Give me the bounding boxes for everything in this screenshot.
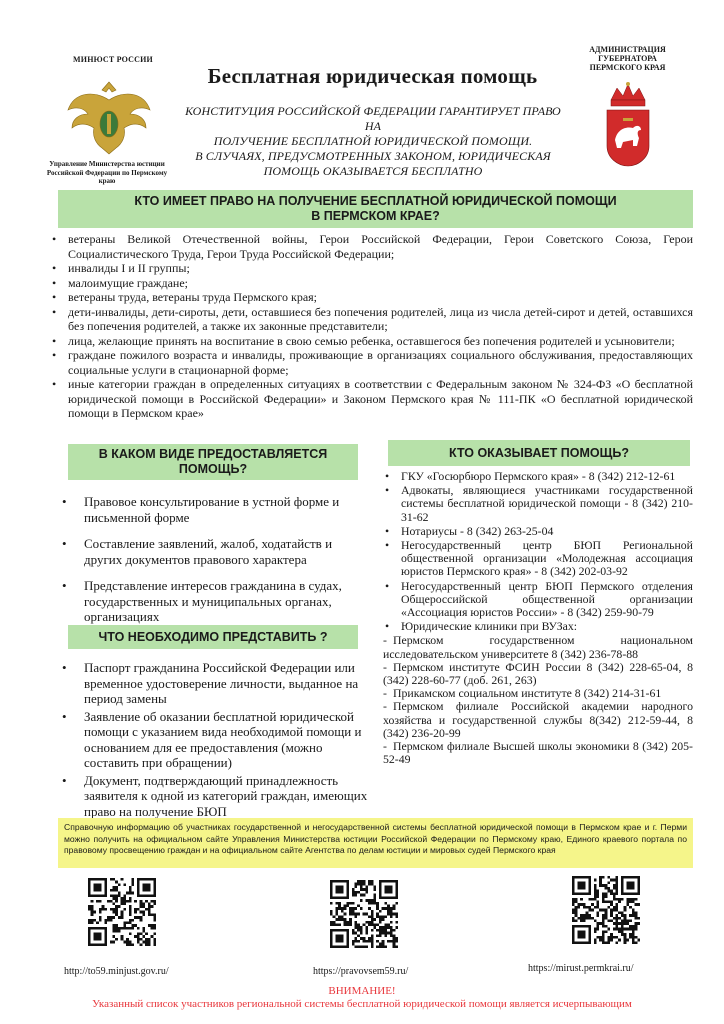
who-helps-list bbox=[383, 470, 693, 633]
minjust-label: МИНЮСТ РОССИИ bbox=[73, 55, 153, 64]
list-item bbox=[50, 348, 693, 377]
bullet-icon: • bbox=[385, 523, 390, 538]
who-helps-section bbox=[383, 470, 693, 766]
item-text: Представление интересов гражданина в судах, государственных и муниципальных органах, организациях bbox=[84, 578, 342, 624]
item-text: ГКУ «Госюрбюро Пермского края» - 8 (342) 212-12-61 bbox=[401, 469, 676, 483]
constitution-line: КОНСТИТУЦИЯ РОССИЙСКОЙ ФЕДЕРАЦИИ ГАРАНТИРУЕТ ПРАВО НА bbox=[185, 104, 561, 133]
item-text: граждане пожилого возраста и инвалиды, проживающие в организациях социального обслуживания, предоставляющих социальные услуги в стационарной форме; bbox=[68, 348, 693, 377]
heading-line: КТО ИМЕЕТ ПРАВО НА ПОЛУЧЕНИЕ БЕСПЛАТНОЙ ЮРИДИЧЕСКОЙ ПОМОЩИ bbox=[134, 194, 617, 208]
link-mirust[interactable]: https://mirust.permkrai.ru/ bbox=[528, 963, 634, 974]
constitution-line: ПОМОЩЬ ОКАЗЫВАЕТСЯ БЕСПЛАТНО bbox=[263, 164, 483, 178]
bullet-icon: • bbox=[385, 578, 390, 593]
list-item bbox=[383, 539, 693, 579]
list-item bbox=[50, 334, 693, 349]
bullet-icon: • bbox=[62, 494, 67, 509]
bullet-icon: • bbox=[52, 290, 57, 304]
bullet-icon: • bbox=[385, 538, 390, 553]
list-item bbox=[383, 525, 693, 538]
constitution-line: В СЛУЧАЯХ, ПРЕДУСМОТРЕННЫХ ЗАКОНОМ, ЮРИДИЧЕСКАЯ bbox=[195, 149, 551, 163]
item-text: Нотариусы - 8 (342) 263-25-04 bbox=[401, 523, 554, 538]
list-item bbox=[383, 470, 693, 483]
list-item bbox=[60, 709, 370, 771]
item-text: лица, желающие принять на воспитание в свою семью ребенка, оставшегося без попечения родителей и усыновители; bbox=[68, 333, 675, 348]
bullet-icon: • bbox=[62, 772, 67, 788]
qr-code-icon bbox=[330, 880, 398, 948]
item-text: инвалиды I и II группы; bbox=[68, 261, 190, 275]
list-item bbox=[60, 578, 360, 625]
bullet-icon: • bbox=[52, 333, 57, 348]
item-text: Пермском филиале Высшей школы экономики 8 (342) 205-52-49 bbox=[383, 739, 693, 767]
list-item bbox=[383, 580, 693, 620]
heading-line: В КАКОМ ВИДЕ ПРЕДОСТАВЛЯЕТСЯ bbox=[98, 447, 328, 461]
bullet-icon: • bbox=[52, 348, 57, 362]
dash-icon: - bbox=[383, 739, 387, 754]
dash-icon: - bbox=[383, 659, 387, 674]
item-text: ветераны Великой Отечественной войны, Герои Российской Федерации, Герои Советского Союза, Герои Социалистического Труда, Герои Труда Российской Федерации; bbox=[68, 232, 693, 261]
item-text: Документ, подтверждающий принадлежность заявителя к одной из категорий граждан, имеющих право на получение БЮП bbox=[84, 772, 368, 819]
bullet-icon: • bbox=[385, 619, 390, 634]
item-text: Пермском государственном национальном исследовательском университете 8 (342) 236-78-88 bbox=[383, 633, 693, 661]
warning-title: ВНИМАНИЕ! bbox=[328, 985, 396, 997]
item-text: Правовое консультирование в устной форме и письменной форме bbox=[84, 494, 340, 525]
item-text: ветераны труда, ветераны труда Пермского края; bbox=[68, 290, 318, 304]
item-text: Паспорт гражданина Российской Федерации или временное удостоверение личности, выданное на период замены bbox=[84, 660, 359, 706]
who-entitled-heading bbox=[58, 190, 693, 228]
item-text: Прикамском социальном институте 8 (342) 214-31-61 bbox=[393, 686, 662, 701]
item-text: Заявление об оказании бесплатной юридической помощи с указанием вида необходимой помощи и основанием для ее предоставления (можно составить при обращении) bbox=[84, 708, 362, 770]
who-helps-heading: КТО ОКАЗЫВАЕТ ПОМОЩЬ? bbox=[388, 440, 690, 466]
bullet-icon: • bbox=[385, 469, 390, 483]
reference-info-box: Справочную информацию об участниках государственной и негосударственной системы бесплатной юридической помощи в Пермском крае и г. Перми можно получить на официальном сайте Управления Министерства юстиции Российской Федерации по Пермскому краю, Единого краевого портала по правовому просвещению граждан и на официальном сайте Агентства по делам юстиции и мировых судей Пермского края bbox=[58, 818, 693, 868]
documents-needed-list bbox=[60, 660, 370, 821]
minjust-subtitle: Управление Министерства юстиции Российской Федерации по Пермскому краю bbox=[46, 160, 168, 185]
bullet-icon: • bbox=[62, 578, 67, 593]
list-item bbox=[383, 484, 693, 524]
list-item bbox=[60, 773, 370, 820]
clinic-item bbox=[383, 661, 693, 687]
dash-icon: - bbox=[383, 699, 387, 714]
list-item bbox=[50, 232, 693, 261]
item-text: Адвокаты, являющиеся участниками государственной системы бесплатной юридической помощи - 8 (342) 210-31-62 bbox=[401, 483, 693, 524]
item-text: Юридические клиники при ВУЗах: bbox=[401, 619, 578, 634]
warning-text: Указанный список участников региональной системы бесплатной юридической помощи является исчерпывающим bbox=[92, 998, 632, 1010]
bullet-icon: • bbox=[62, 660, 67, 675]
list-item bbox=[50, 377, 693, 421]
perm-krai-coat-of-arms-icon bbox=[603, 78, 653, 168]
list-item bbox=[50, 261, 693, 276]
documents-needed-heading: ЧТО НЕОБХОДИМО ПРЕДСТАВИТЬ ? bbox=[68, 625, 358, 649]
item-text: малоимущие граждане; bbox=[68, 275, 188, 290]
heading-line: В ПЕРМСКОМ КРАЕ? bbox=[311, 209, 440, 223]
bullet-icon: • bbox=[385, 483, 390, 498]
help-form-list bbox=[60, 494, 360, 636]
list-item bbox=[60, 660, 370, 707]
clinic-item bbox=[383, 700, 693, 740]
perm-label-line: АДМИНИСТРАЦИЯ bbox=[589, 45, 666, 54]
perm-label-line: ПЕРМСКОГО КРАЯ bbox=[589, 63, 666, 72]
list-item bbox=[60, 494, 360, 525]
link-pravovsem[interactable]: https://pravovsem59.ru/ bbox=[313, 966, 409, 977]
bullet-icon: • bbox=[52, 232, 57, 246]
dash-icon: - bbox=[383, 633, 387, 648]
bullet-icon: • bbox=[52, 377, 57, 391]
constitution-note bbox=[178, 104, 568, 179]
bullet-icon: • bbox=[62, 536, 67, 551]
qr-code-icon bbox=[88, 878, 156, 946]
link-minjust[interactable]: http://to59.minjust.gov.ru/ bbox=[64, 966, 169, 977]
bullet-icon: • bbox=[52, 275, 57, 290]
list-item bbox=[50, 276, 693, 291]
item-text: Негосударственный центр БЮП Региональной общественной организации «Молодежная ассоциация юристов Пермского края» - 8 (342) 202-03-92 bbox=[401, 538, 693, 579]
who-entitled-list bbox=[50, 232, 693, 421]
bullet-icon: • bbox=[52, 304, 57, 319]
item-text: иные категории граждан в определенных ситуациях в соответствии с Федеральным законом № 324-ФЗ «О бесплатной юридической помощи в Российской Федерации» и Законом Пермского края № 111-ПК «О бесплатной юридической помощи в Пермском крае» bbox=[68, 377, 693, 420]
item-text: Пермском институте ФСИН России 8 (342) 228-65-04, 8 (342) 228-60-77 (доб. 261, 263) bbox=[383, 659, 693, 688]
page-title: Бесплатная юридическая помощь bbox=[207, 64, 538, 88]
bullet-icon: • bbox=[52, 261, 57, 275]
list-item bbox=[50, 305, 693, 334]
constitution-line: ПОЛУЧЕНИЕ БЕСПЛАТНОЙ ЮРИДИЧЕСКОЙ ПОМОЩИ. bbox=[213, 134, 533, 148]
dash-icon: - bbox=[383, 686, 387, 701]
list-item bbox=[383, 620, 693, 633]
double-headed-eagle-emblem-icon bbox=[64, 80, 154, 160]
list-item bbox=[60, 536, 360, 567]
qr-code-icon bbox=[572, 876, 640, 944]
item-text: дети-инвалиды, дети-сироты, дети, оставшиеся без попечения родителей, лица из числа детей-сирот и детей, оставшихся без попечения родителей, а также их законные представители; bbox=[68, 304, 693, 333]
list-item bbox=[50, 290, 693, 305]
heading-line: ПОМОЩЬ? bbox=[178, 462, 248, 476]
item-text: Негосударственный центр БЮП Пермского отделения Общероссийской общественной организации «Ассоциация юристов России» - 8 (342) 259-90-79 bbox=[401, 578, 693, 620]
perm-label-line: ГУБЕРНАТОРА bbox=[598, 54, 657, 63]
perm-administration-label bbox=[580, 45, 675, 72]
bullet-icon: • bbox=[62, 708, 67, 724]
clinic-item bbox=[383, 740, 693, 766]
item-text: Составление заявлений, жалоб, ходатайств и других документов правового характера bbox=[84, 536, 333, 567]
clinic-item bbox=[383, 634, 693, 660]
item-text: Пермском филиале Российской академии народного хозяйства и государственной службы 8(342) 212-59-44, 8 (342) 236-20-99 bbox=[383, 699, 693, 740]
help-form-heading bbox=[68, 444, 358, 480]
